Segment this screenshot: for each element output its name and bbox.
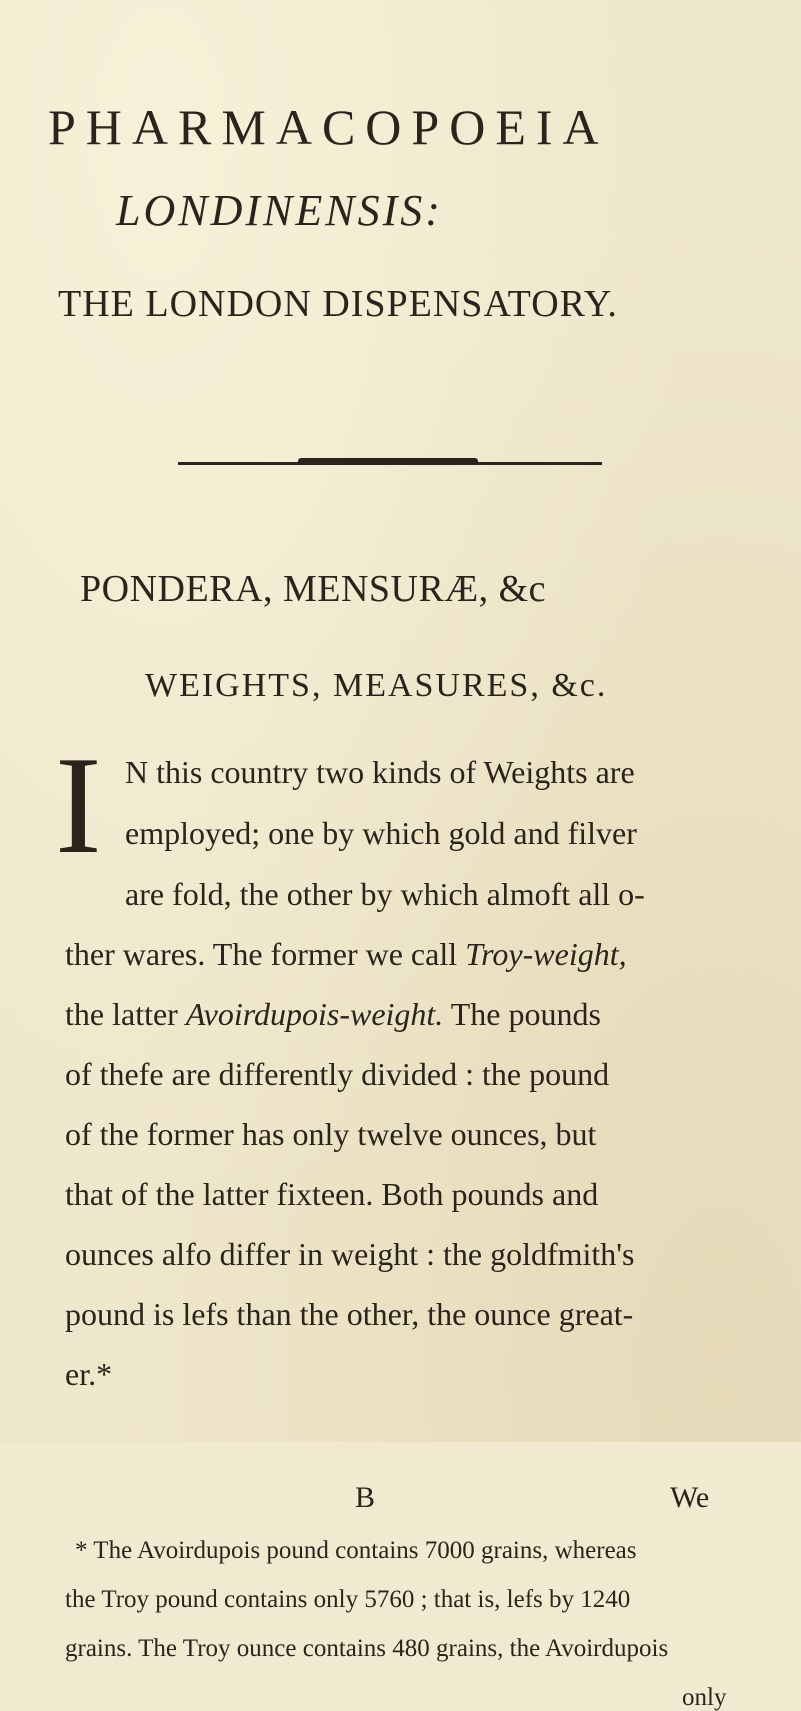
body-line: pound is lefs than the other, the ounce great-: [65, 1296, 634, 1332]
title-londinensis: LONDINENSIS:: [116, 186, 443, 235]
body-line: ounces alfo differ in weight : the goldfmith's: [65, 1236, 635, 1272]
body-line: er.*: [65, 1356, 113, 1392]
footnote-line: only: [682, 1684, 727, 1711]
body-line: [65, 938, 627, 970]
footnote-line: * The Avoirdupois pound contains 7000 grains, whereas: [75, 1537, 637, 1564]
body-line: of thefe are differently divided : the pound: [65, 1056, 610, 1092]
body-line: of the former has only twelve ounces, but: [65, 1116, 597, 1152]
title-london-dispensatory: THE LONDON DISPENSATORY.: [58, 283, 618, 325]
body-line: employed; one by which gold and filver: [125, 815, 637, 851]
section-title-latin: PONDERA, MENSURÆ, &c: [80, 568, 547, 610]
decorative-rule-center: [298, 458, 478, 465]
title-pharmacopoeia: PHARMACOPOEIA: [48, 99, 609, 155]
body-text: the latter: [65, 996, 186, 1032]
body-line: that of the latter fixteen. Both pounds and: [65, 1176, 599, 1212]
drop-cap: I: [55, 728, 102, 883]
section-title-english: WEIGHTS, MEASURES, &c.: [145, 667, 608, 704]
body-line: are fold, the other by which almoft all o-: [125, 876, 645, 912]
term-avoirdupois-weight: Avoirdupois-weight.: [185, 996, 444, 1032]
signature-mark: B: [355, 1481, 376, 1514]
term-troy-weight: Troy-weight,: [465, 936, 627, 972]
body-text: ther wares. The former we call: [65, 936, 466, 972]
catchword: We: [670, 1481, 710, 1514]
footnote-line: grains. The Troy ounce contains 480 grains, the Avoirdupois: [65, 1635, 669, 1662]
footnote-line: the Troy pound contains only 5760 ; that is, lefs by 1240: [65, 1586, 631, 1613]
body-line: [65, 998, 601, 1030]
body-text: The pounds: [443, 996, 601, 1032]
body-line: N this country two kinds of Weights are: [125, 754, 635, 790]
